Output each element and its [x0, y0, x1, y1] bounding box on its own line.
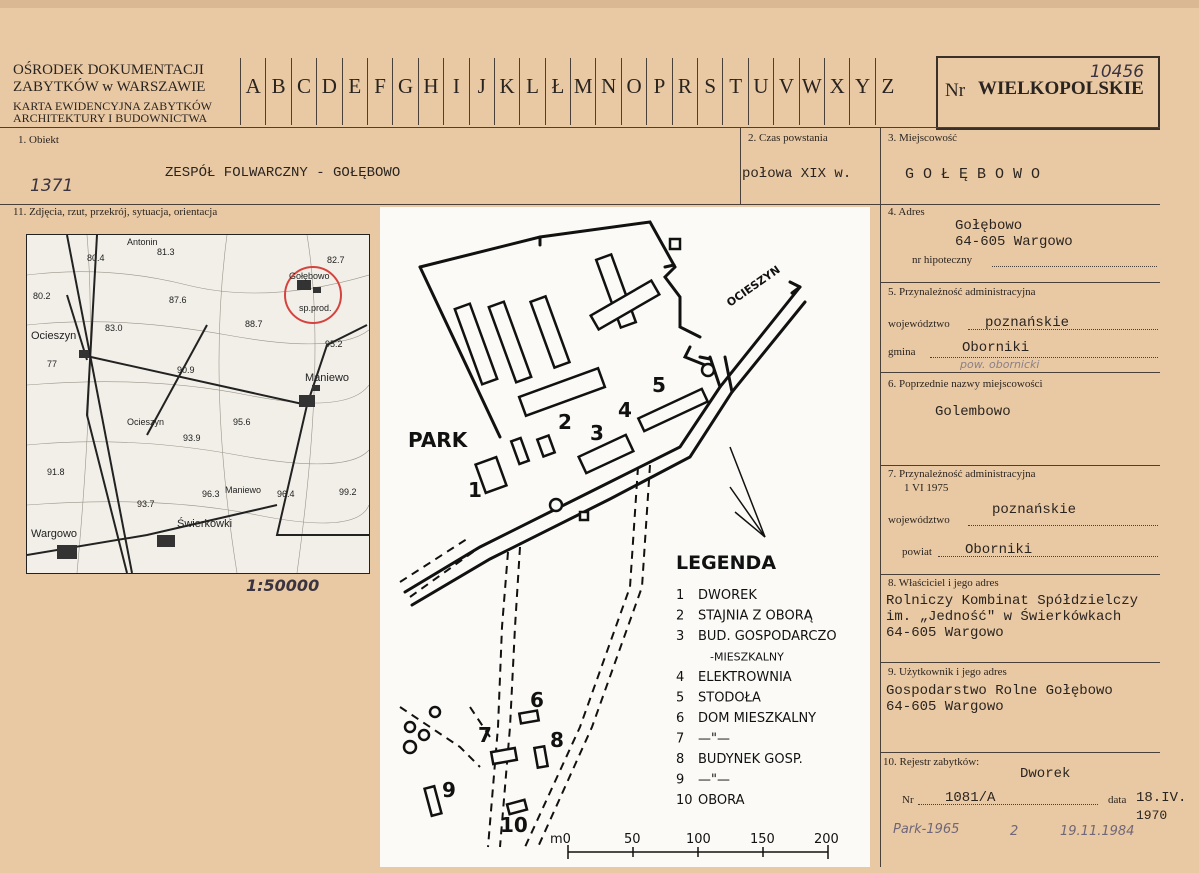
map-label-maniewo: Maniewo: [305, 372, 350, 384]
plan-scale-label: 100: [686, 832, 711, 847]
plan-building-number: 2: [558, 410, 572, 434]
f10-date-value: 18.IV.: [1136, 790, 1187, 806]
index-letter: O: [621, 58, 646, 125]
index-letter: H: [418, 58, 443, 125]
index-letter: R: [672, 58, 697, 125]
f4-hipo-field: [992, 266, 1157, 267]
index-letter: A: [240, 58, 265, 125]
f10-nr-value: 1081/A: [945, 790, 996, 806]
f7-woj-label: województwo: [888, 514, 950, 526]
plan-building-number: 3: [590, 421, 604, 445]
register-number-box: [936, 56, 1160, 130]
legend-label: BUD. GOSPODARCZO: [698, 629, 837, 644]
rule-f9-bottom: [880, 752, 1160, 753]
map-height: 96.3: [202, 489, 220, 499]
legend-number: 2: [676, 608, 685, 624]
index-letter: V: [773, 58, 798, 125]
f9-label: 9. Użytkownik i jego adres: [888, 666, 1007, 678]
map-label-wargowo: Wargowo: [31, 528, 78, 540]
legend-number: 9: [676, 772, 685, 788]
map-height: 93.9: [183, 433, 201, 443]
f7-woj-value: poznańskie: [992, 502, 1077, 518]
legend-label: STODOŁA: [698, 690, 761, 706]
f5-gmina-label: gmina: [888, 346, 916, 358]
plan-scale-label: 200: [814, 832, 839, 847]
site-plan-drawing: [380, 207, 870, 867]
rule-f7-bottom: [880, 574, 1160, 575]
f10-label: 10. Rejestr zabytków:: [883, 756, 980, 768]
f5-woj-value: poznańskie: [985, 315, 1070, 331]
f2-value: połowa XIX w.: [742, 166, 852, 182]
topographic-map: [26, 234, 370, 574]
f2-label: 2. Czas powstania: [748, 132, 828, 144]
f4-hipo-label: nr hipoteczny: [912, 254, 973, 266]
f7-pow-value: Oborniki: [965, 542, 1033, 558]
f10-value: Dworek: [1020, 766, 1071, 782]
legend-label: DOM MIESZKALNY: [698, 711, 817, 726]
f10-date-label: data: [1108, 794, 1127, 806]
legend-label: —"—: [698, 731, 730, 747]
legend-label: OBORA: [698, 793, 745, 808]
f5-woj-field: [968, 329, 1158, 330]
institution-line2: ZABYTKÓW w WARSZAWIE: [13, 79, 206, 95]
f1-handwritten: 1371: [30, 176, 74, 196]
map-height: 90.9: [177, 365, 195, 375]
card-type-line2: ARCHITEKTURY I BUDOWNICTWA: [13, 111, 208, 125]
plan-scale-label: m0: [550, 832, 571, 847]
card-type-line1: KARTA EWIDENCYJNA ZABYTKÓW: [13, 99, 212, 113]
legend-number: 6: [676, 711, 685, 726]
map-height: 93.7: [137, 499, 155, 509]
index-letter: U: [748, 58, 773, 125]
legend-label: ELEKTROWNIA: [698, 670, 792, 685]
f4-line1: Gołębowo: [955, 218, 1023, 234]
map-height: 95.2: [325, 339, 343, 349]
f7-woj-field: [968, 525, 1158, 526]
f7-label: 7. Przynależność administracyjna: [888, 468, 1036, 480]
plan-building-number: 4: [618, 398, 632, 422]
legend-number: 1: [676, 588, 685, 603]
map-height: 95.6: [233, 417, 251, 427]
index-letter: L: [519, 58, 544, 125]
map-height: 99.2: [339, 487, 357, 497]
plan-building-number: 10: [500, 813, 528, 837]
index-letter: Ł: [545, 58, 570, 125]
nr-handwritten: 10456: [1090, 62, 1145, 82]
plan-scale-label: 50: [624, 832, 641, 847]
map-height: 91.8: [47, 467, 65, 477]
map-scale-handwritten: 1:50000: [246, 576, 320, 595]
footer-handwritten-1: Park-1965: [893, 822, 960, 837]
index-letter: N: [595, 58, 620, 125]
plan-building-number: 5: [652, 373, 666, 397]
map-height: 88.7: [245, 319, 263, 329]
f6-value: Golembowo: [935, 404, 1011, 420]
index-letter: Z: [875, 58, 900, 125]
plan-road-label: OCIESZYN: [724, 263, 783, 310]
f3-label: 3. Miejscowość: [888, 132, 958, 144]
plan-scale-label: 150: [750, 832, 775, 847]
f10-nr-field: [918, 804, 1098, 805]
map-drawing: [27, 235, 369, 573]
f5-woj-label: województwo: [888, 318, 950, 330]
legend-number: 8: [676, 752, 685, 767]
legend-list: [676, 588, 837, 808]
nr-label: Nr: [945, 80, 966, 101]
legend-title: LEGENDA: [676, 552, 777, 574]
legend-number: 10: [676, 793, 693, 808]
map-label-swierkowki: Świerkówki: [177, 518, 233, 530]
index-letter: C: [291, 58, 316, 125]
f1-value: ZESPÓŁ FOLWARCZNY - GOŁĘBOWO: [165, 165, 401, 181]
rule-f5-bottom: [880, 372, 1160, 373]
f1-label: 1. Obiekt: [18, 134, 59, 146]
map-label-ocieszyn2: Ocieszyn: [127, 417, 165, 427]
rule-col2: [740, 127, 741, 204]
card-top-edge: [0, 0, 1199, 8]
index-letter: X: [824, 58, 849, 125]
rule-header-bottom: [0, 127, 1160, 128]
rule-col3: [880, 127, 881, 867]
index-letter: T: [722, 58, 747, 125]
index-letter: E: [342, 58, 367, 125]
footer-handwritten-2: 2: [1010, 824, 1019, 839]
index-letters: [240, 58, 900, 125]
index-letter: J: [469, 58, 494, 125]
index-letter: B: [265, 58, 290, 125]
rule-f6-bottom: [880, 465, 1160, 466]
f8-label: 8. Właściciel i jego adres: [888, 577, 999, 589]
f5-label: 5. Przynależność administracyjna: [888, 286, 1036, 298]
f5-gmina-handwritten: pow. obornicki: [960, 358, 1040, 371]
legend-label: -MIESZKALNY: [710, 650, 784, 664]
index-letter: G: [392, 58, 417, 125]
legend-label: BUDYNEK GOSP.: [698, 752, 803, 767]
rule-f8-bottom: [880, 662, 1160, 663]
index-letter: S: [697, 58, 722, 125]
f8-line3: 64-605 Wargowo: [886, 625, 1004, 641]
map-height: 87.6: [169, 295, 187, 305]
legend-number: 4: [676, 670, 685, 685]
f8-line2: im. „Jedność" w Świerkówkach: [886, 609, 1122, 625]
legend-label: DWOREK: [698, 588, 757, 603]
rule-f4-bottom: [880, 282, 1160, 283]
f10-nr-label: Nr: [902, 794, 914, 806]
index-letter: K: [494, 58, 519, 125]
f7-date: 1 VI 1975: [904, 482, 949, 494]
f4-line2: 64-605 Wargowo: [955, 234, 1073, 250]
map-label-golebowo: Gołębowo: [289, 271, 330, 281]
map-height: 80.4: [87, 253, 105, 263]
index-letter: M: [570, 58, 595, 125]
plan-park-label: PARK: [408, 428, 468, 452]
site-plan: [380, 207, 870, 867]
f8-line1: Rolniczy Kombinat Spółdzielczy: [886, 593, 1139, 609]
index-letter: D: [316, 58, 341, 125]
f7-pow-label: powiat: [902, 546, 932, 558]
map-label-maniewo2: Maniewo: [225, 485, 262, 495]
map-height: 81.3: [157, 247, 175, 257]
f4-label: 4. Adres: [888, 206, 925, 218]
plan-building-number: 9: [442, 778, 456, 802]
map-height: 77: [47, 359, 58, 369]
rule-row1-bottom: [0, 204, 1160, 205]
f10-year: 1970: [1136, 808, 1168, 823]
legend-label: STAJNIA Z OBORĄ: [698, 608, 813, 624]
nr-value: WIELKOPOLSKIE: [978, 78, 1144, 99]
index-letter: P: [646, 58, 671, 125]
legend-number: 5: [676, 690, 685, 706]
plan-building-number: 6: [530, 688, 544, 712]
plan-building-number: 8: [550, 728, 564, 752]
legend-number: 7: [676, 731, 685, 747]
f5-gmina-value: Oborniki: [962, 340, 1030, 356]
index-letter: Y: [849, 58, 874, 125]
map-height: 80.2: [33, 291, 51, 301]
footer-handwritten-3: 19.11.1984: [1060, 824, 1135, 839]
index-letter: I: [443, 58, 468, 125]
legend-number: 3: [676, 629, 685, 644]
legend-label: —"—: [698, 772, 730, 788]
map-label-ocieszyn: Ocieszyn: [31, 330, 77, 342]
map-height: 82.7: [327, 255, 345, 265]
f6-label: 6. Poprzednie nazwy miejscowości: [888, 378, 1043, 390]
plan-building-number: 7: [478, 723, 492, 747]
map-label-spprod: sp.prod.: [299, 303, 332, 313]
map-height: 83.0: [105, 323, 123, 333]
f11-label: 11. Zdjęcia, rzut, przekrój, sytuacja, orientacja: [13, 206, 218, 218]
f7-pow-field: [938, 556, 1158, 557]
f3-value: G O Ł Ę B O W O: [905, 166, 1041, 183]
f9-line2: 64-605 Wargowo: [886, 699, 1004, 715]
map-height: 96.4: [277, 489, 295, 499]
index-letter: F: [367, 58, 392, 125]
index-letter: W: [799, 58, 824, 125]
institution-line1: OŚRODEK DOKUMENTACJI: [13, 62, 204, 78]
f9-line1: Gospodarstwo Rolne Gołębowo: [886, 683, 1113, 699]
map-label-antonin: Antonin: [127, 237, 158, 247]
plan-building-number: 1: [468, 478, 482, 502]
